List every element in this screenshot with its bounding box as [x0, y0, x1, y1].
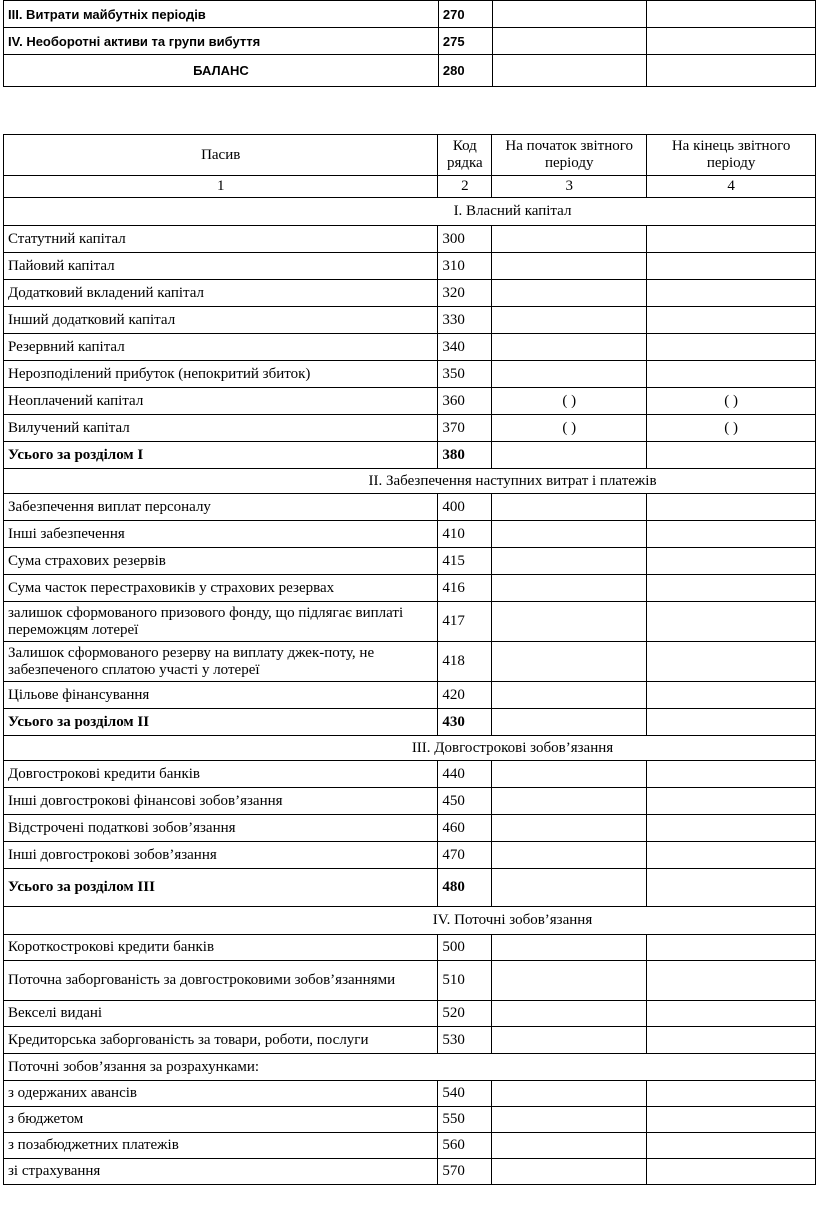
cell-end — [647, 361, 816, 388]
cell-start — [492, 815, 647, 842]
table-row — [4, 642, 816, 682]
table-row — [4, 415, 816, 442]
cell-end — [647, 642, 816, 682]
row-code: 300 — [438, 226, 492, 253]
row-label: з позабюджетних платежів — [4, 1133, 438, 1159]
table-row — [4, 815, 816, 842]
row-code: 330 — [438, 307, 492, 334]
row-code: 570 — [438, 1159, 492, 1185]
cell-start — [492, 1027, 647, 1054]
row-label: Статутний капітал — [4, 226, 438, 253]
row-code: 420 — [438, 682, 492, 709]
cell-start — [492, 334, 647, 361]
table-row — [4, 28, 816, 55]
row-label: Поточна заборгованість за довгостроковими зобов’язаннями — [4, 961, 438, 1001]
row-label: залишок сформованого призового фонду, що підлягає виплаті переможцям лотереї — [4, 602, 438, 642]
table-row — [4, 494, 816, 521]
row-label: Інші забезпечення — [4, 521, 438, 548]
row-code: 415 — [438, 548, 492, 575]
row-label: Сума страхових резервів — [4, 548, 438, 575]
cell-start: ( ) — [492, 415, 647, 442]
column-number: 1 — [4, 176, 438, 198]
cell-start — [492, 1, 647, 28]
row-label: Вилучений капітал — [4, 415, 438, 442]
table-row — [4, 307, 816, 334]
row-code: 380 — [438, 442, 492, 469]
cell-start — [492, 761, 647, 788]
cell-end — [647, 935, 816, 961]
header-end: На кінець звітного періоду — [647, 135, 816, 176]
row-code: 416 — [438, 575, 492, 602]
section-title: III. Довгострокові зобов’язання — [4, 736, 816, 761]
row-label: IV. Необоротні активи та групи вибуття — [4, 28, 439, 55]
row-code: 418 — [438, 642, 492, 682]
table-row — [4, 361, 816, 388]
liabilities-table — [3, 134, 816, 1185]
row-code: 500 — [438, 935, 492, 961]
cell-end — [647, 1001, 816, 1027]
cell-end — [647, 815, 816, 842]
table-row — [4, 709, 816, 736]
header-start: На початок звітного періоду — [492, 135, 647, 176]
row-label: Нерозподілений прибуток (непокритий збиток) — [4, 361, 438, 388]
cell-start — [492, 602, 647, 642]
table-row — [4, 935, 816, 961]
row-code: 410 — [438, 521, 492, 548]
table-row — [4, 280, 816, 307]
row-label: Поточні зобов’язання за розрахунками: — [4, 1054, 816, 1081]
row-code: 417 — [438, 602, 492, 642]
row-code: 530 — [438, 1027, 492, 1054]
cell-start — [492, 307, 647, 334]
row-code: 460 — [438, 815, 492, 842]
header-code: Код рядка — [438, 135, 492, 176]
row-label: Відстрочені податкові зобов’язання — [4, 815, 438, 842]
cell-start — [492, 280, 647, 307]
cell-end — [647, 548, 816, 575]
cell-end — [647, 682, 816, 709]
column-number: 3 — [492, 176, 647, 198]
row-code: 275 — [438, 28, 492, 55]
row-code: 280 — [438, 55, 492, 87]
row-code: 560 — [438, 1133, 492, 1159]
cell-start — [492, 1001, 647, 1027]
row-label: з бюджетом — [4, 1107, 438, 1133]
section-title: I. Власний капітал — [4, 198, 816, 226]
row-code: 450 — [438, 788, 492, 815]
cell-end — [647, 55, 816, 87]
header-liabilities: Пасив — [4, 135, 438, 176]
row-code: 430 — [438, 709, 492, 736]
row-label: Сума часток перестраховиків у страхових резервах — [4, 575, 438, 602]
section-row — [4, 198, 816, 226]
cell-start — [492, 788, 647, 815]
row-label: III. Витрати майбутніх періодів — [4, 1, 439, 28]
row-code: 370 — [438, 415, 492, 442]
row-label: Пайовий капітал — [4, 253, 438, 280]
cell-start — [492, 682, 647, 709]
cell-end — [647, 1159, 816, 1185]
row-code: 350 — [438, 361, 492, 388]
table-row — [4, 869, 816, 907]
assets-summary-table — [3, 0, 816, 87]
cell-end — [647, 575, 816, 602]
section-row — [4, 907, 816, 935]
table-row — [4, 682, 816, 709]
cell-end — [647, 1027, 816, 1054]
row-label: Інший додатковий капітал — [4, 307, 438, 334]
table-row — [4, 1054, 816, 1081]
cell-start — [492, 226, 647, 253]
table-row — [4, 1081, 816, 1107]
row-label: Довгострокові кредити банків — [4, 761, 438, 788]
row-label: Цільове фінансування — [4, 682, 438, 709]
cell-end — [647, 226, 816, 253]
cell-start — [492, 961, 647, 1001]
cell-start — [492, 361, 647, 388]
row-code: 270 — [438, 1, 492, 28]
cell-end — [647, 442, 816, 469]
table-row — [4, 334, 816, 361]
cell-start — [492, 55, 647, 87]
table-row — [4, 253, 816, 280]
row-label: Інші довгострокові фінансові зобов’язання — [4, 788, 438, 815]
row-code: 360 — [438, 388, 492, 415]
cell-end — [647, 1107, 816, 1133]
cell-end — [647, 253, 816, 280]
table-row — [4, 226, 816, 253]
column-number: 4 — [647, 176, 816, 198]
cell-start: ( ) — [492, 388, 647, 415]
cell-start — [492, 1107, 647, 1133]
section-row — [4, 469, 816, 494]
row-label: Забезпечення виплат персоналу — [4, 494, 438, 521]
table-row — [4, 521, 816, 548]
table-row — [4, 842, 816, 869]
table-row — [4, 1001, 816, 1027]
cell-end — [647, 961, 816, 1001]
table-row — [4, 1107, 816, 1133]
row-label: з одержаних авансів — [4, 1081, 438, 1107]
cell-end — [647, 334, 816, 361]
row-code: 440 — [438, 761, 492, 788]
row-label: Залишок сформованого резерву на виплату джек-поту, не забезпеченого сплатою участі у лотереї — [4, 642, 438, 682]
cell-start — [492, 1133, 647, 1159]
cell-end: ( ) — [647, 388, 816, 415]
cell-end — [647, 1081, 816, 1107]
row-code: 310 — [438, 253, 492, 280]
section-title: IV. Поточні зобов’язання — [4, 907, 816, 935]
cell-start — [492, 842, 647, 869]
cell-start — [492, 442, 647, 469]
cell-end — [647, 280, 816, 307]
row-code: 480 — [438, 869, 492, 907]
table-row — [4, 575, 816, 602]
row-code: 540 — [438, 1081, 492, 1107]
row-code: 520 — [438, 1001, 492, 1027]
row-label: Усього за розділом III — [4, 869, 438, 907]
cell-start — [492, 28, 647, 55]
cell-end — [647, 1, 816, 28]
column-number: 2 — [438, 176, 492, 198]
column-numbers-row — [4, 176, 816, 198]
cell-end — [647, 307, 816, 334]
table-row — [4, 602, 816, 642]
row-label: Векселі видані — [4, 1001, 438, 1027]
table-row — [4, 55, 816, 87]
table-row — [4, 1027, 816, 1054]
balance-label: БАЛАНС — [4, 55, 439, 87]
cell-end — [647, 521, 816, 548]
cell-start — [492, 521, 647, 548]
header-row — [4, 135, 816, 176]
section-title: II. Забезпечення наступних витрат і платежів — [4, 469, 816, 494]
cell-start — [492, 869, 647, 907]
row-label: Короткострокові кредити банків — [4, 935, 438, 961]
table-row — [4, 388, 816, 415]
table-row — [4, 1, 816, 28]
cell-end — [647, 1133, 816, 1159]
row-label: Усього за розділом I — [4, 442, 438, 469]
cell-start — [492, 709, 647, 736]
row-code: 550 — [438, 1107, 492, 1133]
cell-end — [647, 602, 816, 642]
table-row — [4, 761, 816, 788]
cell-start — [492, 253, 647, 280]
cell-end — [647, 28, 816, 55]
row-label: Кредиторська заборгованість за товари, роботи, послуги — [4, 1027, 438, 1054]
table-row — [4, 788, 816, 815]
cell-end — [647, 842, 816, 869]
row-code: 470 — [438, 842, 492, 869]
table-row — [4, 442, 816, 469]
row-code: 510 — [438, 961, 492, 1001]
cell-start — [492, 494, 647, 521]
table-row — [4, 1133, 816, 1159]
cell-start — [492, 548, 647, 575]
cell-end — [647, 494, 816, 521]
row-code: 320 — [438, 280, 492, 307]
cell-start — [492, 935, 647, 961]
row-label: Резервний капітал — [4, 334, 438, 361]
row-label: Інші довгострокові зобов’язання — [4, 842, 438, 869]
row-label: Додатковий вкладений капітал — [4, 280, 438, 307]
row-code: 340 — [438, 334, 492, 361]
row-label: Усього за розділом II — [4, 709, 438, 736]
cell-start — [492, 575, 647, 602]
row-label: Неоплачений капітал — [4, 388, 438, 415]
cell-end — [647, 709, 816, 736]
section-row — [4, 736, 816, 761]
cell-end: ( ) — [647, 415, 816, 442]
table-row — [4, 961, 816, 1001]
cell-end — [647, 761, 816, 788]
row-label: зі страхування — [4, 1159, 438, 1185]
cell-start — [492, 1159, 647, 1185]
table-row — [4, 1159, 816, 1185]
row-code: 400 — [438, 494, 492, 521]
cell-start — [492, 1081, 647, 1107]
cell-end — [647, 788, 816, 815]
cell-end — [647, 869, 816, 907]
cell-start — [492, 642, 647, 682]
table-row — [4, 548, 816, 575]
